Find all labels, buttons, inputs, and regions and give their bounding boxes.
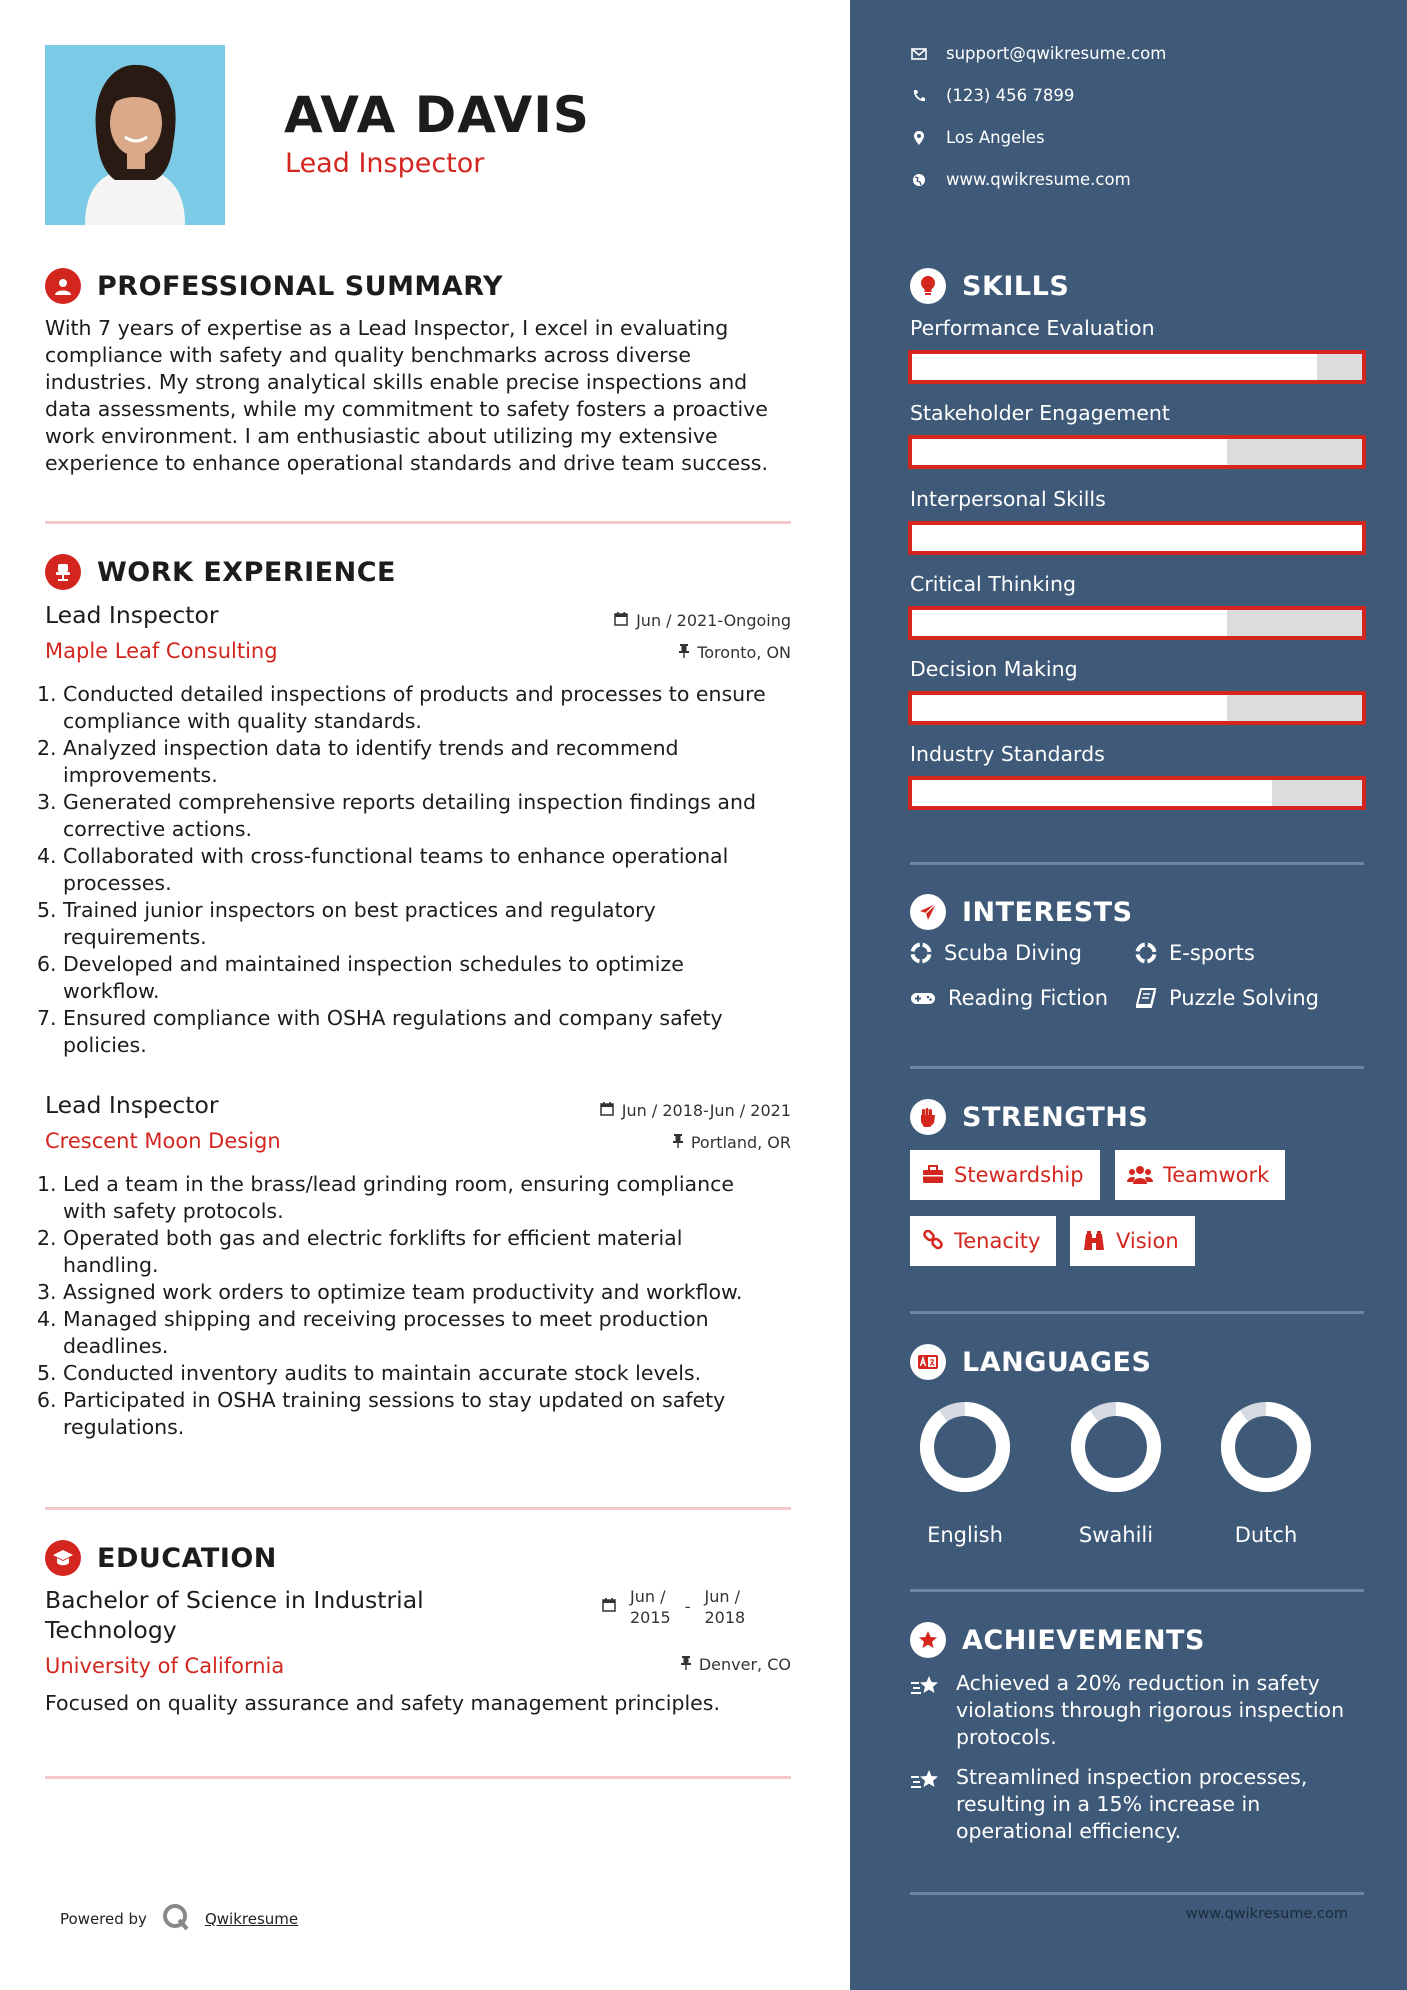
skill-bar-fill xyxy=(912,439,1227,465)
section-divider xyxy=(45,521,791,524)
item-line: policies. xyxy=(63,1033,147,1057)
star-badge-icon xyxy=(910,1622,946,1658)
languages-heading-text: LANGUAGES xyxy=(962,1346,1152,1378)
degree-title xyxy=(45,1585,475,1645)
strength-tag xyxy=(910,1216,1056,1266)
strengths-heading xyxy=(910,1099,1148,1135)
education-heading xyxy=(45,1540,277,1576)
language-item xyxy=(1061,1397,1171,1547)
book-icon xyxy=(1135,987,1157,1009)
skill-bar-fill xyxy=(912,354,1317,380)
skill-bar xyxy=(908,435,1366,469)
skill-bar xyxy=(908,350,1366,384)
item-line: Led a team in the brass/lead grinding room, ensuring compliance xyxy=(63,1172,734,1196)
pin-icon xyxy=(681,1655,691,1674)
interest-label: Scuba Diving xyxy=(944,941,1082,965)
item-line: Trained junior inspectors on best practices and regulatory xyxy=(63,898,656,922)
skill-bar-fill xyxy=(912,695,1227,721)
summary-line: experience to enhance operational standards and drive team success. xyxy=(45,451,768,475)
candidate-title: Lead Inspector xyxy=(285,148,485,179)
strength-label: Stewardship xyxy=(954,1163,1084,1187)
lightbulb-icon xyxy=(910,268,946,304)
language-item xyxy=(1211,1397,1321,1547)
start-date xyxy=(630,1586,671,1628)
item-line: Conducted detailed inspections of products and processes to ensure xyxy=(63,682,766,706)
summary-line: work environment. I am enthusiastic about utilizing my extensive xyxy=(45,424,718,448)
job-bullets xyxy=(37,681,805,1059)
date-month: Jun / xyxy=(630,1587,666,1606)
users-icon xyxy=(1127,1165,1153,1185)
summary-line: With 7 years of expertise as a Lead Inspector, I excel in evaluating xyxy=(45,316,729,340)
candidate-name: AVA DAVIS xyxy=(284,86,590,144)
shooting-star-icon xyxy=(910,1764,946,1845)
skills-heading-text: SKILLS xyxy=(962,270,1070,302)
powered-by-text: Powered by xyxy=(60,1910,147,1928)
briefcase-icon xyxy=(922,1165,944,1185)
strength-tag xyxy=(1115,1150,1285,1200)
job-title: Lead Inspector xyxy=(45,601,219,629)
strength-tag xyxy=(1070,1216,1195,1266)
item-line: Participated in OSHA training sessions to stay updated on safety xyxy=(63,1388,726,1412)
job-date-text: Jun / 2021-Ongoing xyxy=(636,611,791,630)
item-number: 4. xyxy=(37,844,57,868)
languages-heading xyxy=(910,1344,1151,1380)
item-number: 6. xyxy=(37,952,57,976)
life-ring-icon xyxy=(910,942,932,964)
list-item xyxy=(37,1387,805,1441)
degree-line: Bachelor of Science in Industrial xyxy=(45,1586,424,1614)
shooting-star-icon xyxy=(910,1670,946,1751)
summary-heading-text: PROFESSIONAL SUMMARY xyxy=(97,270,504,302)
binoculars-icon xyxy=(1082,1230,1106,1252)
language-ring-fill xyxy=(1228,1409,1304,1485)
item-line: Managed shipping and receiving processes to meet production xyxy=(63,1307,709,1331)
achievement-line: Achieved a 20% reduction in safety xyxy=(956,1671,1320,1695)
item-line: handling. xyxy=(63,1253,159,1277)
list-item xyxy=(37,1279,805,1306)
envelope-icon xyxy=(910,48,928,60)
website-text: www.qwikresume.com xyxy=(946,170,1131,189)
achievement-item xyxy=(910,1670,1370,1751)
skill-label: Stakeholder Engagement xyxy=(910,401,1170,425)
achievements-heading xyxy=(910,1622,1205,1658)
contact-email[interactable] xyxy=(910,44,1166,63)
item-line: regulations. xyxy=(63,1415,185,1439)
item-line: deadlines. xyxy=(63,1334,169,1358)
list-item xyxy=(37,789,805,843)
link-icon xyxy=(922,1230,944,1252)
gamepad-icon xyxy=(910,989,936,1007)
item-line: Conducted inventory audits to maintain accurate stock levels. xyxy=(63,1361,702,1385)
summary-line: compliance with safety and quality benchmarks across diverse xyxy=(45,343,691,367)
interest-item xyxy=(910,941,1082,965)
skill-bar xyxy=(908,521,1366,555)
degree-line: Technology xyxy=(45,1616,177,1644)
achievement-line: protocols. xyxy=(956,1725,1057,1749)
section-divider xyxy=(910,1066,1364,1069)
language-label: Dutch xyxy=(1234,1523,1298,1547)
item-number: 7. xyxy=(37,1006,57,1030)
achievement-line: violations through rigorous inspection xyxy=(956,1698,1345,1722)
achievement-text xyxy=(956,1764,1307,1845)
item-line: workflow. xyxy=(63,979,160,1003)
education-description: Focused on quality assurance and safety management principles. xyxy=(45,1691,720,1715)
language-label: English xyxy=(927,1523,1003,1547)
phone-icon xyxy=(910,89,928,103)
school-name: University of California xyxy=(45,1654,285,1678)
work-heading-text: WORK EXPERIENCE xyxy=(97,556,396,588)
item-number: 3. xyxy=(37,790,57,814)
summary-text xyxy=(45,315,795,477)
achievement-text xyxy=(956,1670,1344,1751)
date-month: Jun / xyxy=(704,1587,740,1606)
education-location xyxy=(681,1655,791,1674)
skill-label: Industry Standards xyxy=(910,742,1105,766)
interest-item xyxy=(1135,941,1255,965)
item-number: 5. xyxy=(37,898,57,922)
list-item xyxy=(37,681,805,735)
list-item xyxy=(37,1225,805,1279)
summary-line: data assessments, while my commitment to safety fosters a proactive xyxy=(45,397,768,421)
qwikresume-logo-icon xyxy=(161,1902,191,1936)
section-divider xyxy=(45,1776,791,1779)
skill-bar xyxy=(908,776,1366,810)
item-line: Ensured compliance with OSHA regulations and company safety xyxy=(63,1006,723,1030)
interests-heading xyxy=(910,894,1133,930)
language-ring xyxy=(915,1397,1015,1497)
education-location-text: Denver, CO xyxy=(698,1655,791,1674)
job-bullets xyxy=(37,1171,805,1441)
phone-text: (123) 456 7899 xyxy=(946,86,1075,105)
item-line: processes. xyxy=(63,871,172,895)
skill-bar xyxy=(908,691,1366,725)
item-line: Developed and maintained inspection schedules to optimize xyxy=(63,952,684,976)
education-dates xyxy=(602,1586,745,1628)
interest-item xyxy=(910,986,1108,1010)
skill-label: Critical Thinking xyxy=(910,572,1076,596)
item-line: Operated both gas and electric forklifts for efficient material xyxy=(63,1226,683,1250)
item-number: 2. xyxy=(37,736,57,760)
location-text: Los Angeles xyxy=(946,128,1045,147)
work-heading xyxy=(45,554,396,590)
section-divider xyxy=(45,1507,791,1510)
strengths-heading-text: STRENGTHS xyxy=(962,1101,1149,1133)
date-year: 2018 xyxy=(704,1608,746,1627)
item-line: Assigned work orders to optimize team productivity and workflow. xyxy=(63,1280,743,1304)
skill-label: Performance Evaluation xyxy=(910,316,1155,340)
footer-url[interactable]: www.qwikresume.com xyxy=(1185,1906,1348,1922)
skill-bar-fill xyxy=(912,780,1272,806)
job-date-text: Jun / 2018-Jun / 2021 xyxy=(621,1101,791,1120)
job-location xyxy=(679,643,791,662)
strength-label: Teamwork xyxy=(1163,1163,1270,1187)
item-line: requirements. xyxy=(63,925,207,949)
list-item xyxy=(37,735,805,789)
job-location xyxy=(673,1133,791,1152)
item-line: Analyzed inspection data to identify trends and recommend xyxy=(63,736,679,760)
language-ring xyxy=(1216,1397,1316,1497)
item-number: 5. xyxy=(37,1361,57,1385)
achievement-line: resulting in a 15% increase in xyxy=(956,1792,1261,1816)
globe-icon xyxy=(910,173,928,187)
item-number: 1. xyxy=(37,1172,57,1196)
list-item xyxy=(37,897,805,951)
skill-bar-fill xyxy=(912,610,1227,636)
job-company: Crescent Moon Design xyxy=(45,1129,281,1153)
skill-label: Decision Making xyxy=(910,657,1078,681)
skills-heading xyxy=(910,268,1069,304)
language-label: Swahili xyxy=(1078,1523,1154,1547)
achievement-line: operational efficiency. xyxy=(956,1819,1182,1843)
summary-heading xyxy=(45,268,503,304)
language-ring xyxy=(1066,1397,1166,1497)
job-date xyxy=(614,611,791,630)
section-divider xyxy=(910,862,1364,865)
calendar-icon xyxy=(614,611,628,630)
interests-heading-text: INTERESTS xyxy=(962,896,1133,928)
profile-photo xyxy=(45,45,225,225)
item-number: 2. xyxy=(37,1226,57,1250)
date-separator: - xyxy=(684,1597,691,1616)
education-heading-text: EDUCATION xyxy=(97,1542,277,1574)
list-item xyxy=(37,951,805,1005)
job-location-text: Portland, OR xyxy=(690,1133,791,1152)
skill-bar-fill xyxy=(912,525,1362,551)
list-item xyxy=(37,1005,805,1059)
item-number: 6. xyxy=(37,1388,57,1412)
language-item xyxy=(910,1397,1020,1547)
fist-icon xyxy=(910,1099,946,1135)
contact-website[interactable] xyxy=(910,170,1131,189)
interest-label: E-sports xyxy=(1169,941,1255,965)
list-item xyxy=(37,1171,805,1225)
powered-by xyxy=(60,1902,298,1936)
contact-location xyxy=(910,128,1045,147)
list-item xyxy=(37,1306,805,1360)
life-ring-icon xyxy=(1135,942,1157,964)
achievement-item xyxy=(910,1764,1370,1845)
item-number: 1. xyxy=(37,682,57,706)
office-chair-icon xyxy=(45,554,81,590)
item-line: corrective actions. xyxy=(63,817,253,841)
strength-label: Tenacity xyxy=(954,1229,1041,1253)
strength-label: Vision xyxy=(1116,1229,1179,1253)
list-item xyxy=(37,843,805,897)
pin-icon xyxy=(679,643,689,662)
item-line: with safety protocols. xyxy=(63,1199,284,1223)
translate-icon xyxy=(910,1344,946,1380)
calendar-icon xyxy=(602,1586,616,1628)
interest-item xyxy=(1135,986,1319,1010)
item-number: 4. xyxy=(37,1307,57,1331)
graduation-icon xyxy=(45,1540,81,1576)
item-line: compliance with quality standards. xyxy=(63,709,422,733)
section-divider xyxy=(910,1311,1364,1314)
user-icon xyxy=(45,268,81,304)
brand-link[interactable]: Qwikresume xyxy=(204,1910,299,1928)
paper-plane-icon xyxy=(910,894,946,930)
email-text: support@qwikresume.com xyxy=(946,44,1167,63)
achievement-line: Streamlined inspection processes, xyxy=(956,1765,1308,1789)
section-divider xyxy=(910,1589,1364,1592)
job-location-text: Toronto, ON xyxy=(697,643,791,662)
sidebar xyxy=(850,0,1407,1990)
item-line: Collaborated with cross-functional teams to enhance operational xyxy=(63,844,729,868)
contact-phone[interactable] xyxy=(910,86,1074,105)
language-ring-fill xyxy=(1078,1409,1154,1485)
list-item xyxy=(37,1360,805,1387)
item-number: 3. xyxy=(37,1280,57,1304)
map-marker-icon xyxy=(910,130,928,146)
summary-line: industries. My strong analytical skills enable precise inspections and xyxy=(45,370,748,394)
calendar-icon xyxy=(600,1101,614,1120)
achievements-heading-text: ACHIEVEMENTS xyxy=(962,1624,1205,1656)
interest-label: Puzzle Solving xyxy=(1169,986,1319,1010)
interest-label: Reading Fiction xyxy=(948,986,1109,1010)
skill-label: Interpersonal Skills xyxy=(910,487,1106,511)
language-ring-fill xyxy=(927,1409,1003,1485)
item-line: Generated comprehensive reports detailing inspection findings and xyxy=(63,790,756,814)
job-title: Lead Inspector xyxy=(45,1091,219,1119)
date-year: 2015 xyxy=(630,1608,671,1627)
skill-bar xyxy=(908,606,1366,640)
strength-tag xyxy=(910,1150,1100,1200)
job-company: Maple Leaf Consulting xyxy=(45,639,278,663)
item-line: improvements. xyxy=(63,763,218,787)
section-divider xyxy=(910,1892,1364,1895)
job-date xyxy=(600,1101,791,1120)
end-date xyxy=(705,1586,746,1628)
pin-icon xyxy=(673,1133,683,1152)
